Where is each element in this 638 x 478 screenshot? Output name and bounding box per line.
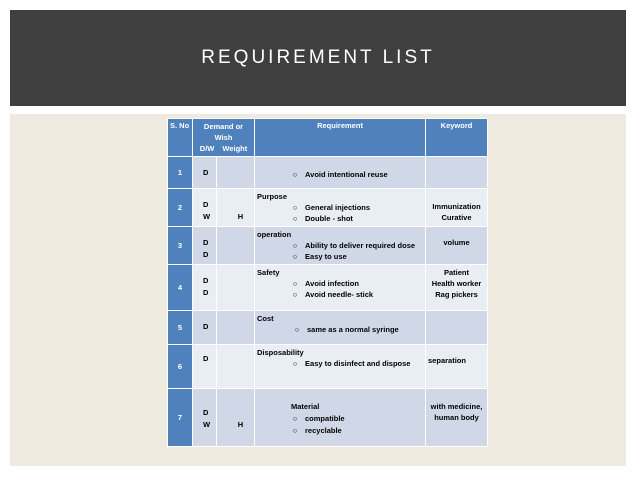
row-demand — [193, 157, 217, 189]
row-requirement — [255, 227, 426, 265]
requirement-item — [257, 278, 423, 289]
requirement-heading: Disposability — [257, 348, 304, 357]
row-keyword — [426, 311, 488, 345]
weight-value — [227, 407, 254, 419]
demand-value: D — [203, 200, 209, 209]
weight-value: H — [237, 420, 244, 429]
requirement-text: Ability to deliver required dose — [305, 241, 416, 250]
weight-value — [227, 321, 254, 333]
row-demand — [193, 189, 217, 227]
requirement-text: Avoid intentional reuse — [305, 170, 388, 179]
bullet-icon: ○ — [292, 414, 298, 423]
demand-value: D — [203, 354, 209, 363]
header-requirement: Requirement — [255, 119, 426, 157]
requirement-item — [257, 425, 423, 436]
requirement-item — [257, 202, 423, 213]
requirement-heading: Purpose — [257, 192, 288, 201]
demand-value: D — [203, 322, 209, 331]
demand-value: D — [203, 408, 209, 417]
row-weight — [217, 345, 255, 389]
row-requirement — [255, 311, 426, 345]
table-row — [168, 227, 488, 265]
demand-value: W — [203, 420, 211, 429]
demand-value: D — [203, 238, 209, 247]
requirement-text: compatible — [305, 414, 345, 423]
row-weight — [217, 189, 255, 227]
requirement-item — [257, 324, 423, 335]
demand-value: W — [203, 212, 211, 221]
requirement-text: Easy to disinfect and dispose — [305, 359, 411, 368]
requirement-text: Double - shot — [305, 214, 353, 223]
demand-value: D — [203, 288, 209, 297]
bullet-icon: ○ — [292, 241, 298, 250]
requirement-item — [257, 251, 423, 262]
weight-value: H — [237, 212, 244, 221]
requirement-item — [257, 213, 423, 224]
row-weight — [217, 157, 255, 189]
row-keyword — [426, 345, 488, 389]
row-demand — [193, 227, 217, 265]
requirement-item — [257, 240, 423, 251]
requirement-text: General injections — [305, 203, 371, 212]
bullet-icon: ○ — [292, 279, 298, 288]
requirement-text: Avoid infection — [305, 279, 359, 288]
keyword-value: with medicine, — [430, 402, 483, 411]
keyword-value: separation — [428, 356, 466, 365]
row-keyword — [426, 227, 488, 265]
keyword-value: Immunization — [432, 202, 481, 211]
keyword-value: Rag pickers — [435, 290, 478, 299]
header-weight: Weight — [222, 144, 248, 153]
row-keyword — [426, 389, 488, 447]
requirement-heading: Material — [291, 402, 320, 411]
requirement-heading: Cost — [257, 314, 274, 323]
table-row — [168, 189, 488, 227]
row-demand — [193, 345, 217, 389]
weight-value — [227, 353, 254, 365]
header-sno: S. No — [168, 119, 193, 157]
row-keyword — [426, 189, 488, 227]
header-demand-line2: Wish — [214, 133, 233, 142]
table-header-row — [168, 119, 488, 157]
header-demand — [193, 119, 255, 157]
row-requirement — [255, 389, 426, 447]
requirement-text: Avoid needle- stick — [305, 290, 374, 299]
keyword-value: volume — [443, 238, 470, 247]
bullet-icon: ○ — [292, 426, 298, 435]
requirement-text: same as a normal syringe — [307, 325, 399, 334]
bullet-icon: ○ — [292, 214, 298, 223]
bullet-icon: ○ — [292, 252, 298, 261]
row-keyword — [426, 157, 488, 189]
keyword-value: human body — [434, 413, 479, 422]
row-weight — [217, 227, 255, 265]
row-sno: 1 — [168, 157, 193, 189]
weight-value — [227, 167, 254, 179]
table-row — [168, 265, 488, 311]
demand-value: D — [203, 276, 209, 285]
bullet-icon: ○ — [294, 325, 300, 334]
requirement-text: recyclable — [305, 426, 342, 435]
requirement-text: Easy to use — [305, 252, 347, 261]
title-bar — [10, 10, 626, 106]
row-requirement — [255, 265, 426, 311]
row-sno: 4 — [168, 265, 193, 311]
keyword-value: Health worker — [431, 279, 482, 288]
table-row — [168, 345, 488, 389]
requirement-item — [257, 413, 423, 424]
row-demand — [193, 265, 217, 311]
weight-value — [227, 199, 254, 211]
row-sno: 5 — [168, 311, 193, 345]
slide-title: REQUIREMENT LIST — [201, 47, 435, 68]
demand-value: D — [203, 250, 209, 259]
demand-value: D — [203, 168, 209, 177]
row-weight — [217, 265, 255, 311]
header-dw: D/W — [199, 144, 215, 153]
keyword-value: Patient — [444, 268, 470, 277]
weight-value — [227, 237, 254, 249]
row-keyword — [426, 265, 488, 311]
requirement-table — [167, 118, 488, 447]
keyword-value: Curative — [441, 213, 472, 222]
row-requirement — [255, 189, 426, 227]
row-sno: 7 — [168, 389, 193, 447]
row-demand — [193, 311, 217, 345]
requirement-item — [257, 169, 423, 180]
table-row — [168, 157, 488, 189]
row-sno: 3 — [168, 227, 193, 265]
requirement-item — [257, 358, 423, 369]
requirement-item — [257, 289, 423, 300]
row-sno: 6 — [168, 345, 193, 389]
row-demand — [193, 389, 217, 447]
row-requirement — [255, 345, 426, 389]
bullet-icon: ○ — [292, 359, 298, 368]
requirement-heading: Safety — [257, 268, 280, 277]
requirement-heading: operation — [257, 230, 292, 239]
weight-value — [227, 275, 254, 287]
bullet-icon: ○ — [292, 170, 298, 179]
table-row — [168, 389, 488, 447]
row-requirement — [255, 157, 426, 189]
header-keyword: Keyword — [426, 119, 488, 157]
row-weight — [217, 389, 255, 447]
row-weight — [217, 311, 255, 345]
bullet-icon: ○ — [292, 290, 298, 299]
header-demand-line1: Demand or — [203, 122, 244, 131]
row-sno: 2 — [168, 189, 193, 227]
table-row — [168, 311, 488, 345]
bullet-icon: ○ — [292, 203, 298, 212]
